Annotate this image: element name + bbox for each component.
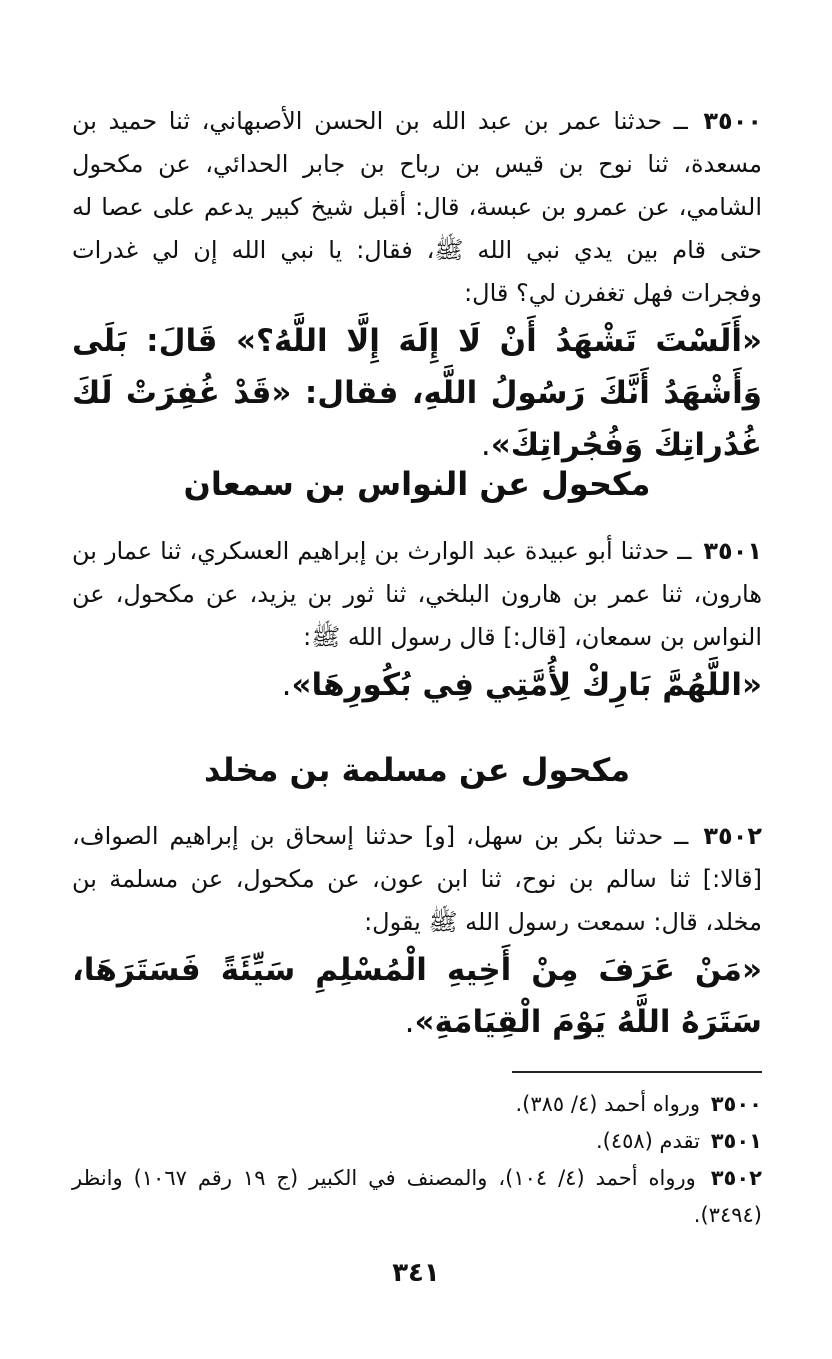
isnad-text xyxy=(72,815,762,944)
footnote-text: ورواه أحمد (٤/ ٣٨٥). xyxy=(515,1092,701,1116)
hadith-matn xyxy=(72,944,762,1048)
hadith-matn xyxy=(72,659,762,711)
isnad-content: ــ حدثنا أبو عبيدة عبد الوارث بن إبراهيم العسكري، ثنا عمار بن هارون، ثنا عمر بن هارون البلخي، ثنا ثور بن يزيد، عن مكحول، عن النواس بن سمعان، [قال:] قال رسول الله ﷺ: xyxy=(72,537,762,651)
footnote-item xyxy=(72,1123,762,1160)
isnad-text xyxy=(72,100,762,315)
footnotes xyxy=(72,1086,762,1234)
matn-end: . xyxy=(404,1004,415,1040)
footnote-number: ٣٥٠١ xyxy=(710,1129,762,1153)
footnote-item xyxy=(72,1160,762,1234)
hadith-number: ٣٥٠٠ xyxy=(703,107,762,135)
section-heading: مكحول عن مسلمة بن مخلد xyxy=(203,751,631,789)
hadith-number: ٣٥٠٢ xyxy=(703,822,762,850)
footnote-number: ٣٥٠٠ xyxy=(710,1092,762,1116)
isnad-content: ــ حدثنا عمر بن عبد الله بن الحسن الأصبهاني، ثنا حميد بن مسعدة، ثنا نوح بن قيس بن رباح بن جابر الحدائي، عن مكحول الشامي، عن عمرو بن عبسة، قال: أقبل شيخ كبير يدعم على عصا له حتى قام بين يدي نبي الله ﷺ، فقال: يا نبي الله إن لي غدرات وفجرات فهل تغفرن لي؟ قال: xyxy=(72,107,762,307)
matn-content: «أَلَسْتَ تَشْهَدُ أَنْ لَا إِلَهَ إِلَّا اللَّهُ؟» قَالَ: بَلَى وَأَشْهَدُ أَنَّكَ رَسُولُ اللَّهِ، فقال: «قَدْ غُفِرَتْ لَكَ غُدُراتِكَ وَفُجُراتِكَ» xyxy=(72,323,762,463)
footnote-number: ٣٥٠٢ xyxy=(710,1166,762,1190)
hadith-entry-3501 xyxy=(72,530,762,711)
isnad-text xyxy=(72,530,762,659)
matn-end: . xyxy=(480,427,491,463)
hadith-number: ٣٥٠١ xyxy=(703,537,762,565)
hadith-entry-3500 xyxy=(72,100,762,471)
matn-content: «مَنْ عَرَفَ مِنْ أَخِيهِ الْمُسْلِمِ سَيِّئَةً فَسَتَرَهَا، سَتَرَهُ اللَّهُ يَوْمَ الْقِيَامَةِ» xyxy=(72,952,762,1040)
matn-content: «اللَّهُمَّ بَارِكْ لِأُمَّتِي فِي بُكُورِهَا» xyxy=(291,667,762,703)
footnote-item xyxy=(72,1086,762,1123)
footnote-text: تقدم (٤٥٨). xyxy=(595,1129,701,1153)
section-heading: مكحول عن النواس بن سمعان xyxy=(183,465,651,503)
footnote-text: ورواه أحمد (٤/ ١٠٤)، والمصنف في الكبير (ج ١٩ رقم ١٠٦٧) وانظر (٣٤٩٤). xyxy=(72,1166,762,1227)
hadith-entry-3502 xyxy=(72,815,762,1048)
isnad-content: ــ حدثنا بكر بن سهل، [و] حدثنا إسحاق بن إبراهيم الصواف، [قالا:] ثنا سالم بن نوح، ثنا ابن عون، عن مكحول، عن مسلمة بن مخلد، قال: سمعت رسول الله ﷺ يقول: xyxy=(72,822,762,936)
footnote-divider xyxy=(512,1071,762,1073)
matn-end: . xyxy=(281,667,292,703)
hadith-matn xyxy=(72,315,762,471)
page-number: ٣٤١ xyxy=(392,1258,440,1288)
